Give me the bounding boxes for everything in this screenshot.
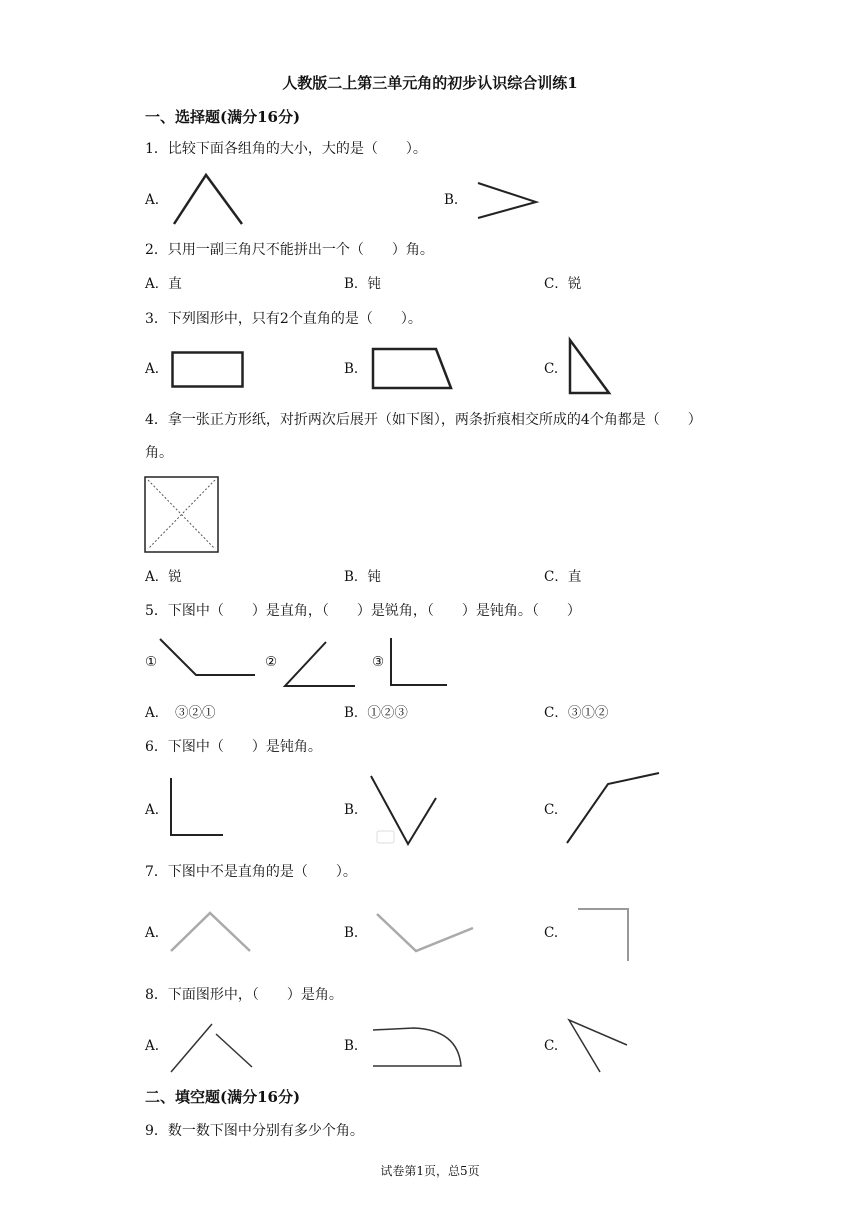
question-9: 9．数一数下图中分别有多少个角。 [145,1123,364,1139]
q5-obtuse-angle-figure [158,637,258,679]
q4-option-a: A．锐 [145,569,182,585]
q5-option-c: C．③①② [544,705,609,721]
q4-folded-square-figure [144,476,220,554]
q3-trapezoid-figure [370,347,454,391]
q6-option-c-label: C. [544,802,559,818]
q6-option-b-label: B. [344,802,359,818]
q8-angle-figure [566,1017,630,1075]
q8-option-b-label: B. [344,1038,359,1054]
section-heading-fill: 二、填空题(满分16分) [145,1088,301,1106]
page-title: 人教版二上第三单元角的初步认识综合训练1 [282,74,578,92]
question-5: 5．下图中（ ）是直角，（ ）是锐角，（ ）是钝角。（ ） [145,603,581,619]
q2-option-b: B．钝 [344,276,381,292]
q3-right-triangle-figure [567,338,613,396]
section-heading-choice: 一、选择题(满分16分) [145,108,301,126]
q3-rectangle-figure [170,350,246,390]
q6-obtuse-angle-figure [564,770,662,846]
q8-separated-lines-figure [168,1021,256,1075]
q2-option-a: A．直 [145,276,182,292]
question-1: 1．比较下面各组角的大小，大的是（ ）。 [145,141,427,157]
q7-angle-c-figure [575,906,633,964]
q1-option-a-label: A. [145,192,160,208]
q5-option-b: B．①②③ [344,705,408,721]
q6-right-angle-figure [168,776,226,838]
q3-option-a-label: A. [145,361,160,377]
q7-option-a-label: A. [145,925,160,941]
question-2: 2．只用一副三角尺不能拼出一个（ ）角。 [145,242,434,258]
q7-option-b-label: B. [344,925,359,941]
q2-option-c: C．锐 [544,276,582,292]
q6-option-a-label: A. [145,802,160,818]
q3-option-c-label: C. [544,361,559,377]
q5-right-angle-figure [388,636,450,688]
question-4-line-2: 角。 [145,445,173,461]
q7-option-c-label: C. [544,925,559,941]
q5-figure-3-label: ③ [372,654,385,670]
question-3: 3．下列图形中，只有2个直角的是（ ）。 [145,311,422,327]
page-footer: 试卷第1页，总5页 [380,1164,480,1178]
q3-option-b-label: B. [344,361,359,377]
question-7: 7．下图中不是直角的是（ ）。 [145,864,357,880]
q1-option-b-label: B. [444,192,459,208]
q8-curved-shape-figure [370,1024,464,1070]
q8-option-a-label: A. [145,1038,160,1054]
q4-option-b: B．钝 [344,569,381,585]
q5-figure-2-label: ② [265,654,278,670]
question-6: 6．下图中（ ）是钝角。 [145,739,322,755]
question-8: 8．下面图形中，（ ）是角。 [145,987,343,1003]
q7-angle-b-figure [374,911,476,955]
q4-option-c: C．直 [544,569,582,585]
q5-figure-1-label: ① [145,654,158,670]
q5-option-a: A． ③②① [145,705,216,721]
q1-angle-b-figure [474,180,540,222]
question-4-line-1: 4．拿一张正方形纸，对折两次后展开（如下图），两条折痕相交所成的4个角都是（ ） [145,412,702,428]
q1-angle-a-figure [170,172,246,228]
q6-acute-angle-figure [368,774,440,846]
q7-angle-a-figure [168,910,254,954]
q5-acute-angle-figure [282,640,358,688]
q8-option-c-label: C. [544,1038,559,1054]
